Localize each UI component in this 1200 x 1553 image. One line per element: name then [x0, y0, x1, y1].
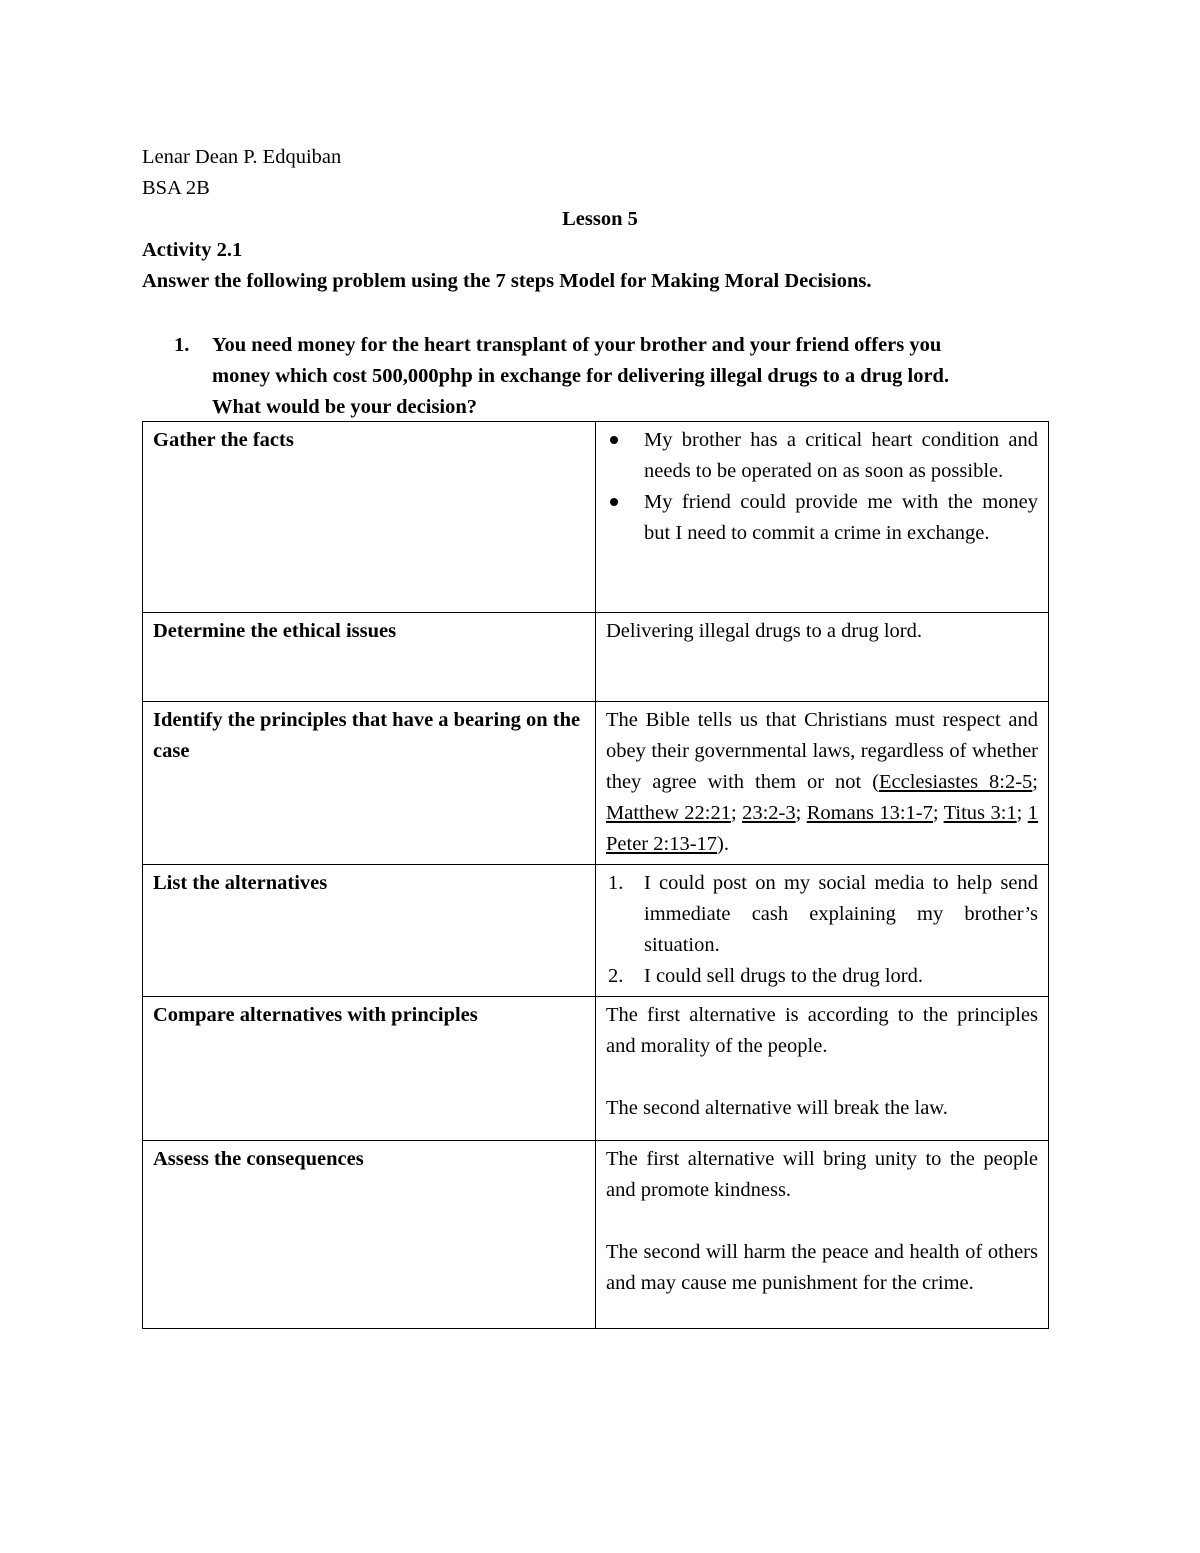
alternatives-list	[606, 868, 1038, 992]
step-label: Assess the consequences	[143, 1141, 596, 1329]
lesson-title: Lesson 5	[562, 208, 638, 230]
scripture-ref: Titus 3:1	[943, 802, 1017, 824]
principles-text: The Bible tells us that Christians must respect and obey their governmental laws, regardless of whether they agree with them or not (	[606, 709, 1038, 793]
table-row-alternatives	[143, 865, 1049, 997]
step-label: Compare alternatives with principles	[143, 997, 596, 1141]
bullet-icon	[610, 436, 618, 444]
student-section: BSA 2B	[142, 177, 210, 199]
list-item	[606, 425, 1038, 487]
moral-decision-table	[142, 421, 1049, 1329]
scripture-ref: Matthew 22:21	[606, 802, 731, 824]
step-content	[596, 997, 1049, 1141]
question-line: You need money for the heart transplant of your brother and your friend offers you	[212, 334, 942, 356]
step-label: Identify the principles that have a bearing on the case	[143, 702, 596, 865]
question-line: What would be your decision?	[212, 396, 478, 418]
table-row-facts	[143, 422, 1049, 613]
scripture-ref: Ecclesiastes 8:2-5	[879, 771, 1033, 793]
list-number: 1.	[608, 872, 624, 894]
step-content	[596, 865, 1049, 997]
student-name: Lenar Dean P. Edquiban	[142, 146, 342, 168]
step-content	[596, 1141, 1049, 1329]
scripture-ref: 23:2-3	[742, 802, 796, 824]
list-item	[606, 961, 1038, 992]
table-row-issues	[143, 613, 1049, 702]
paragraph: The first alternative will bring unity to the people and promote kindness.	[606, 1148, 1038, 1201]
bullet-icon	[610, 498, 618, 506]
list-number: 2.	[608, 965, 624, 987]
step-content: Delivering illegal drugs to a drug lord.	[596, 613, 1049, 702]
step-label: Gather the facts	[143, 422, 596, 613]
facts-list	[606, 425, 1038, 549]
list-item-text: I could post on my social media to help send immediate cash explaining my brother’s situation.	[644, 872, 1038, 956]
table-row-compare	[143, 997, 1049, 1141]
step-content	[596, 422, 1049, 613]
table-row-principles	[143, 702, 1049, 865]
question-line: money which cost 500,000php in exchange for delivering illegal drugs to a drug lord.	[212, 365, 950, 387]
step-label: List the alternatives	[143, 865, 596, 997]
step-content: The Bible tells us that Christians must respect and obey their governmental laws, regardless of whether they agree with them or not (Ecclesiastes 8:2-5; Matthew 22:21; 23:2-3; Romans 13:1-7; Titus 3:1; 1 Peter 2:13-17).	[596, 702, 1049, 865]
scripture-ref: Romans 13:1-7	[806, 802, 933, 824]
list-item	[606, 868, 1038, 961]
list-item	[606, 487, 1038, 549]
scripture-ref: 1 Peter 2:13-17	[606, 802, 1038, 855]
table-row-consequences	[143, 1141, 1049, 1329]
question-number: 1.	[174, 334, 190, 356]
step-label: Determine the ethical issues	[143, 613, 596, 702]
question-text	[212, 330, 1072, 423]
paragraph: The second will harm the peace and health of others and may cause me punishment for the crime.	[606, 1241, 1038, 1294]
paragraph: The first alternative is according to the principles and morality of the people.	[606, 1004, 1038, 1057]
list-item-text: My friend could provide me with the money but I need to commit a crime in exchange.	[644, 491, 1038, 544]
list-item-text: My brother has a critical heart condition and needs to be operated on as soon as possible.	[644, 429, 1038, 482]
instructions: Answer the following problem using the 7 steps Model for Making Moral Decisions.	[142, 270, 872, 292]
activity-title: Activity 2.1	[142, 239, 243, 261]
paragraph: The second alternative will break the law.	[606, 1097, 948, 1119]
list-item-text: I could sell drugs to the drug lord.	[644, 965, 923, 987]
